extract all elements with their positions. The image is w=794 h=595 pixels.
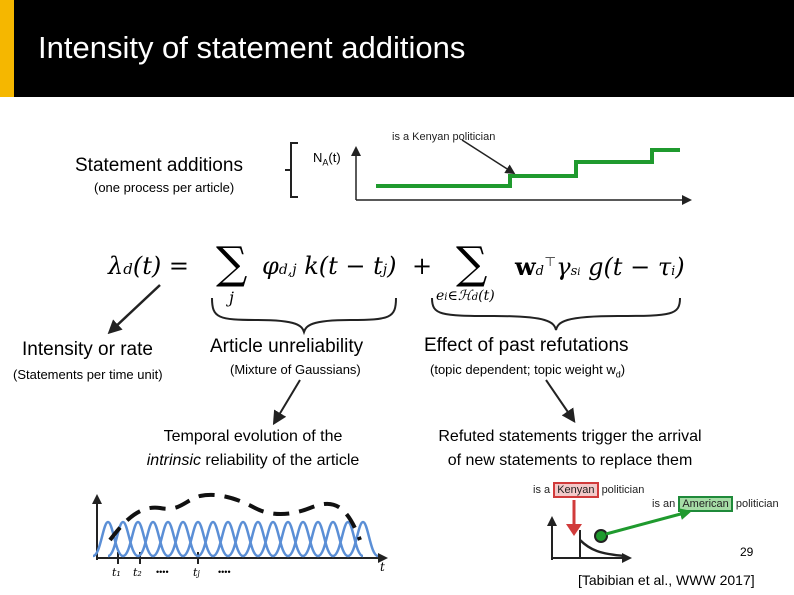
unreliability-brace [212,298,396,332]
replace-green-arrow [606,512,688,534]
kernel-tick-tj: tj [193,566,200,579]
kernel-tick-ellipsis-2: •••• [218,567,231,577]
american-statement-tag: is an American politician [652,498,779,510]
kernel-axis-label: t [380,560,385,574]
refutation-mini-plot [552,520,628,560]
kernel-plot-axes [97,498,384,560]
intensity-pointer-arrow [112,285,160,330]
equation-sum1-index: j [229,288,234,307]
refutations-sublabel: (topic dependent; topic weight $w_d$) [430,362,626,380]
kenyan-pointer-arrow [462,140,512,172]
kenyan-annotation: is a Kenyan politician [392,131,496,143]
statement-additions-sublabel: (one process per article) [94,180,235,195]
equation-sum1: ∑ [216,238,248,289]
kenyan-highlight: Kenyan [553,482,598,498]
equation-sum2-index: ei∈ℋd(t) [436,288,495,304]
american-highlight: American [678,496,732,512]
counting-process-label: $N_A(t)$ [313,150,341,168]
refutations-desc-arrow [546,380,572,418]
reference-citation: [Tabibian et al., WWW 2017] [578,572,755,588]
equation-sum2: ∑ [456,238,488,289]
intensity-label: Intensity or rate [22,339,153,360]
equation-plus: + [412,252,433,280]
counting-process-steps [376,150,680,186]
equation-lhs: λd(t) = [108,252,189,280]
kernel-tick-t2: t₂ [133,566,142,579]
equation-term1: φd,j k(t − tj) [262,252,397,280]
refutations-desc-line2: of new statements to replace them [447,452,693,469]
kenyan-statement-tag: is a Kenyan politician [533,484,645,496]
intensity-sublabel: (Statements per time unit) [13,367,163,382]
unreliability-desc-line2: intrinsic reliability of the article [146,452,360,469]
unreliability-desc-line1: Temporal evolution of the [163,428,343,445]
refutations-desc-line1: Refuted statements trigger the arrival [438,428,702,445]
page-number: 29 [740,545,754,559]
unreliability-sublabel: (Mixture of Gaussians) [230,362,361,377]
refutations-label: Effect of past refutations [424,335,629,356]
refutations-brace [432,298,680,330]
unreliability-label: Article unreliability [210,336,364,357]
kernel-tick-t1: t₁ [112,566,121,579]
slide-title: Intensity of statement additions [38,30,466,65]
statement-additions-label: Statement additions [75,155,243,176]
gaussian-kernels [93,522,378,556]
kernel-tick-ellipsis-1: •••• [156,567,169,577]
equation-term2: wd⊤γsi g(t − τi) [515,252,685,281]
unreliability-desc-arrow [276,380,300,420]
statement-additions-bracket [285,143,298,197]
